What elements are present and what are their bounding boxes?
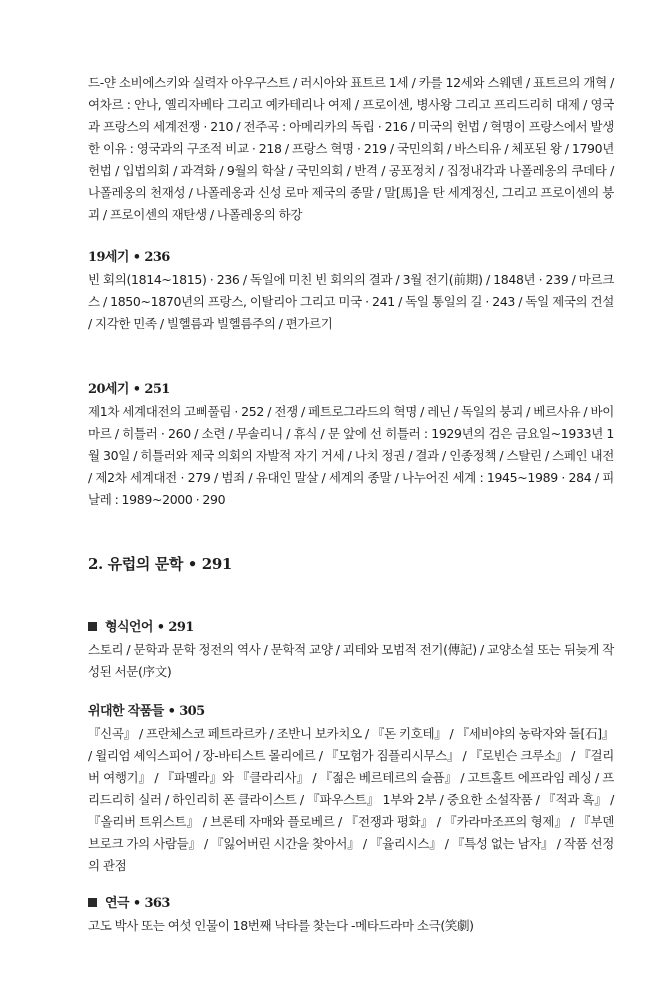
section-body-great-works: 『신곡』 / 프란체스코 페트라르카 / 조반니 보카치오 / 『돈 키호테』 / 『세비야의 농락자와 돌[石]』 / 윌리엄 셰익스피어 / 장-바티스트 몰리에르 / 『모험가 짐플리시무스』 / 『로빈슨 크루소』 / 『걸리버 여행기』 / 『파멜라』와 『클라리사』 / 『젊은 베르테르의 슬픔』 / 고트홀트 에프라임 레싱 / 프리드리히 실러 / 하인리히 폰 클라이스트 / 『파우스트』 1부와 2부 / 중요한 소설작품 / 『적과 흑』 / 『올리버 트위스트』 / 브론테 자매와 플로베르 / 『전쟁과 평화』 / 『카라마조프의 형제』 / 『부덴브로크 가의 사람들』 / 『잃어버린 시간을 찾아서』 / 『율리시스』 / 『특성 없는 남자』 / 작품 선정의 관점 bbox=[88, 726, 614, 873]
square-bullet-icon bbox=[88, 898, 97, 907]
intro-paragraph: 드-얀 소비에스키와 실력자 아우구스트 / 러시아와 표트르 1세 / 카를 12세와 스웨덴 / 표트르의 개혁 / 여차르 : 안나, 옐리자베타 그리고 예카테리나 여제 / 프로이센, 병사왕 그리고 프리드리히 대제 / 영국과 프랑스의 세계전쟁 · 210 / 전주곡 : 아메리카의 독립 · 216 / 미국의 헌법 / 혁명이 프랑스에서 발생한 이유 : 영국과의 구조적 비교 · 218 / 프랑스 혁명 · 219 / 국민의회 / 바스티유 / 체포된 왕 / 1790년 헌법 / 입법의회 / 과격화 / 9월의 학살 / 국민의회 / 반격 / 공포정치 / 집정내각과 나폴레옹의 쿠데타 / 나폴레옹의 천재성 / 나폴레옹과 신성 로마 제국의 종말 / 말[馬]을 탄 세계정신, 그리고 프로이센의 붕괴 / 프로이센의 재탄생 / 나폴레옹의 하강 bbox=[88, 75, 614, 222]
section-title-form-language: 형식언어 • 291 bbox=[105, 620, 194, 635]
section-body-form-language: 스토리 / 문학과 문학 정전의 역사 / 문학적 교양 / 괴테와 모범적 전기(傳記) / 교양소설 또는 뒤늦게 작성된 서문(序文) bbox=[88, 642, 614, 679]
section-body-19th-century: 빈 회의(1814~1815) · 236 / 독일에 미친 빈 회의의 결과 / 3월 전기(前期) / 1848년 · 239 / 마르크스 / 1850~1870년의 프랑스, 이탈리아 그리고 미국 · 241 / 독일 통일의 길 · 243 / 독일 제국의 건설 / 지각한 민족 / 빌헬름과 빌헬름주의 / 편가르기 bbox=[88, 272, 614, 331]
square-bullet-icon bbox=[88, 622, 97, 631]
contents-page bbox=[88, 72, 614, 937]
section-title-drama: 연극 • 363 bbox=[105, 896, 170, 911]
section-heading-great-works: 위대한 작품들 • 305 bbox=[88, 704, 205, 719]
section-body-drama: 고도 박사 또는 여섯 인물이 18번째 낙타를 찾는다 -메타드라마 소극(笑劇) bbox=[88, 918, 474, 933]
section-body-20th-century: 제1차 세계대전의 고삐풀림 · 252 / 전쟁 / 페트로그라드의 혁명 / 레닌 / 독일의 붕괴 / 베르사유 / 바이마르 / 히틀러 · 260 / 소련 / 무솔리니 / 휴식 / 문 앞에 선 히틀러 : 1929년의 검은 금요일~1933년 1월 30일 / 히틀러와 제국 의회의 자발적 자기 거세 / 나치 정권 / 결과 / 인종정책 / 스탈린 / 스페인 내전 / 제2차 세계대전 · 279 / 범죄 / 유대인 말살 / 세계의 종말 / 나누어진 세계 : 1945~1989 · 284 / 피날레 : 1989~2000 · 290 bbox=[88, 404, 614, 507]
section-heading-19th-century: 19세기 • 236 bbox=[88, 250, 170, 265]
section-heading-form-language bbox=[88, 617, 614, 639]
chapter-heading-european-literature: 2. 유럽의 문학 • 291 bbox=[88, 555, 232, 573]
section-heading-drama bbox=[88, 893, 614, 915]
section-heading-20th-century: 20세기 • 251 bbox=[88, 382, 170, 397]
